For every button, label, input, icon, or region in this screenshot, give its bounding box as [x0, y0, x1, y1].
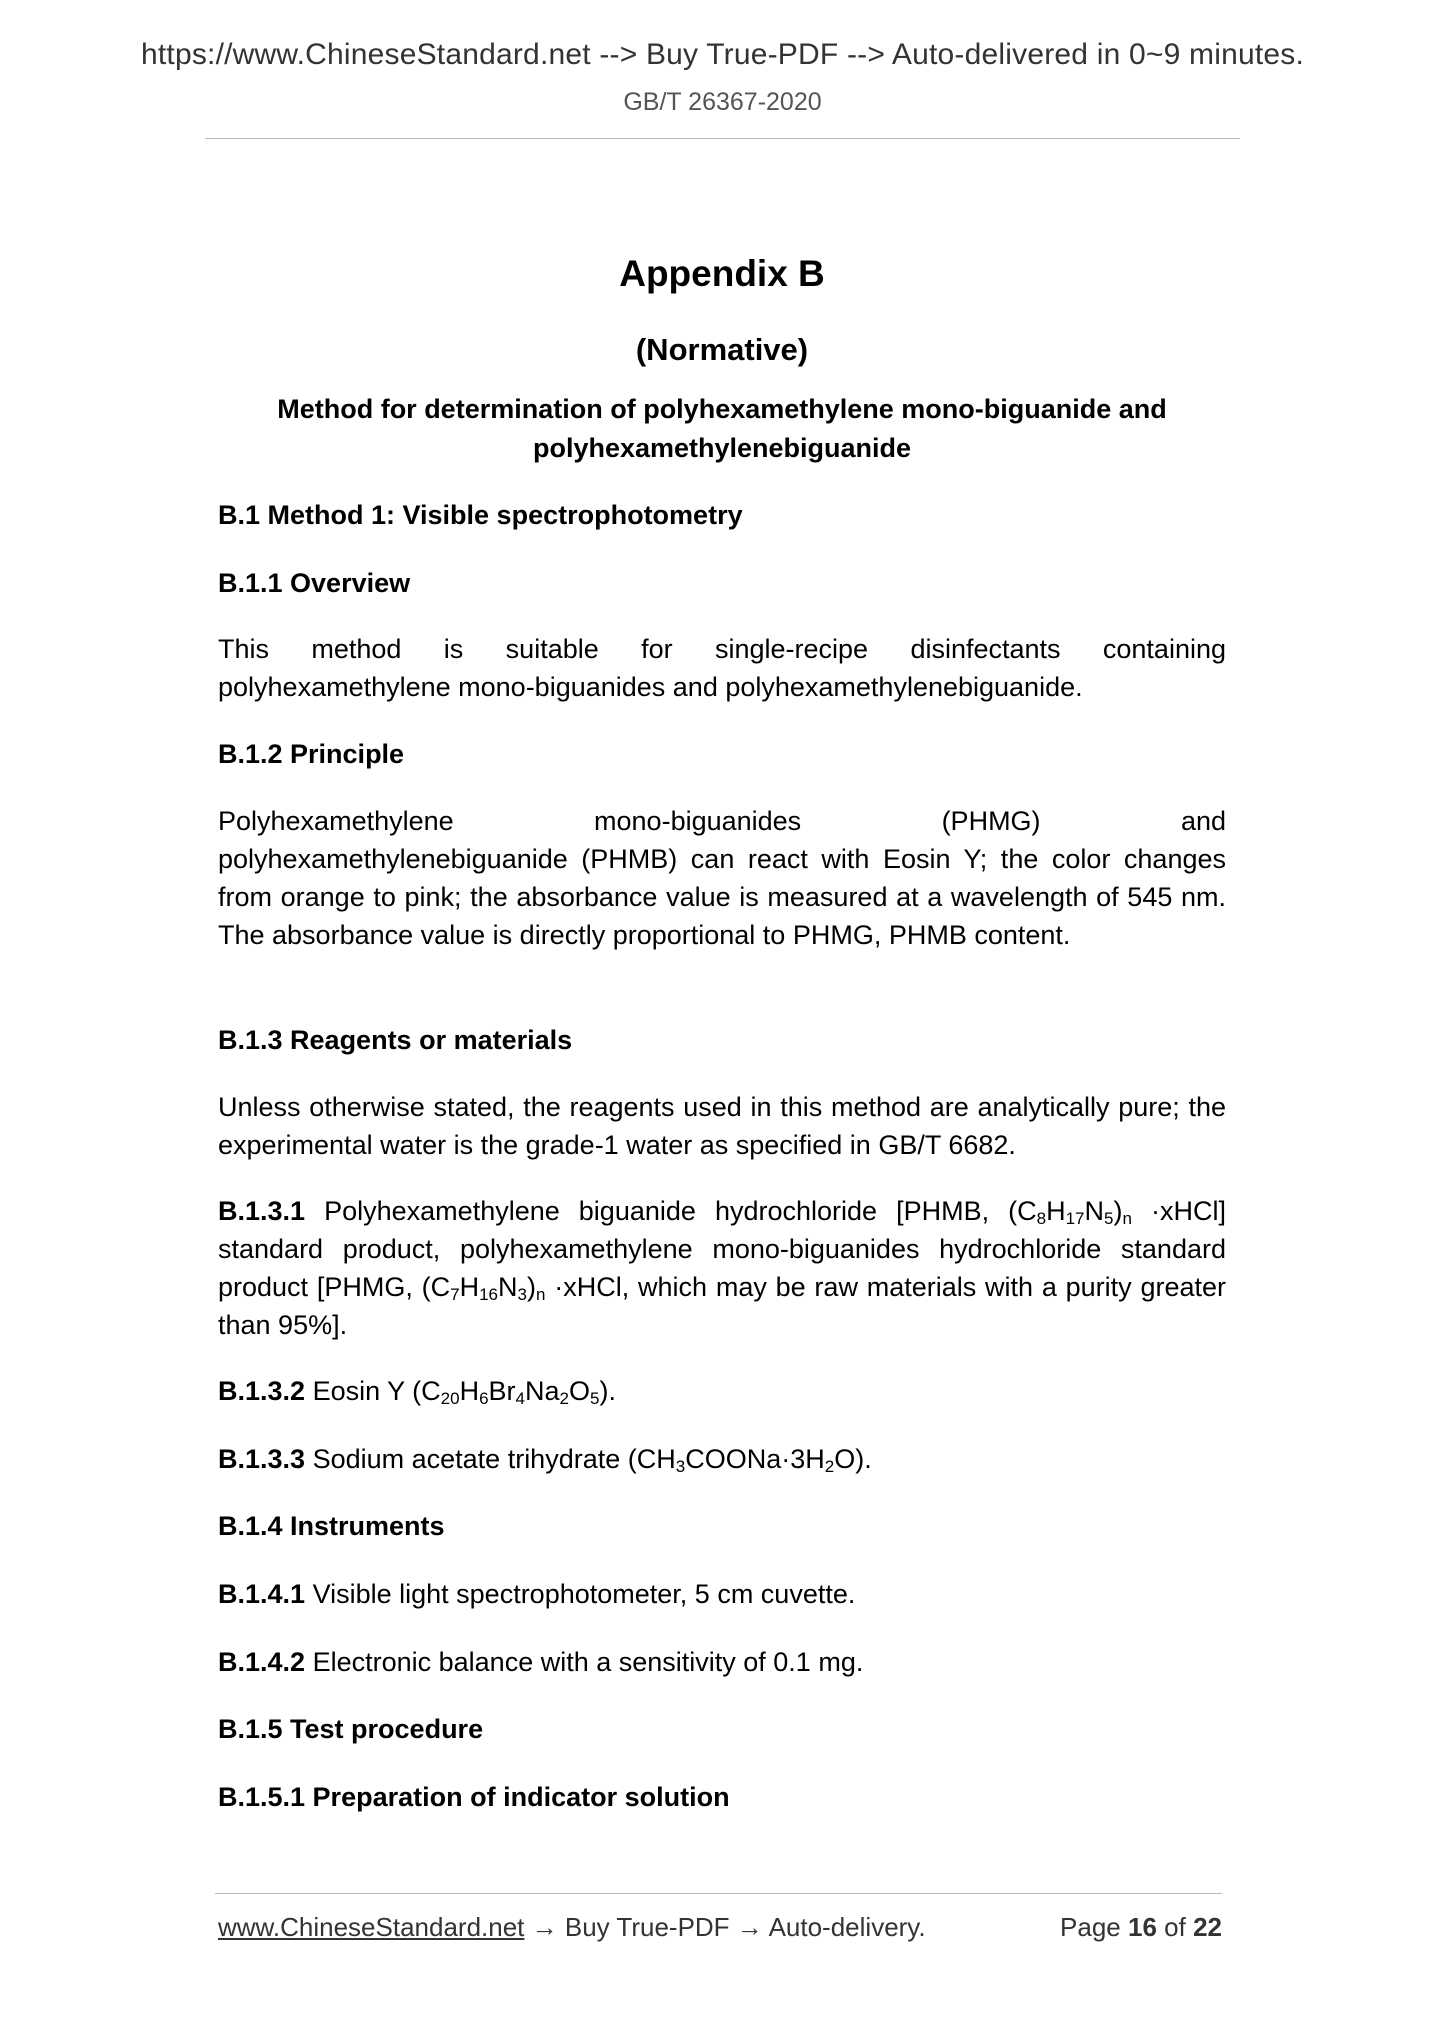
header-divider: [205, 138, 1240, 139]
section-heading-b1-5: B.1.5 Test procedure: [218, 1714, 484, 1744]
clause-number: B.1.4.1: [218, 1579, 306, 1609]
clause-number: B.1.4.2: [218, 1647, 306, 1677]
reagent-text: O: [569, 1376, 591, 1406]
principle-rest: polyhexamethylenebiguanide (PHMB) can react with Eosin Y; the color changes from orange to pink; the absorbance value is measured at a wavelength of 545 nm. The absorbance value is directly proportional to PHMG, PHMB content.: [218, 844, 1226, 950]
subscript: 20: [440, 1389, 460, 1408]
reagent-text: N: [498, 1272, 518, 1302]
reagent-b1-3-3: [218, 1440, 1226, 1478]
reagent-text: Br: [488, 1376, 516, 1406]
reagent-b1-3-1: [218, 1192, 1226, 1344]
subscript: 8: [1036, 1209, 1047, 1228]
page-number: 16: [1128, 1912, 1157, 1942]
subscript: 2: [559, 1389, 569, 1408]
reagent-text: H: [459, 1376, 480, 1406]
reagent-text: ·xHCl] standard product, polyhexamethylene mono-biguanides hydrochloride standard product [PHMG, (C: [218, 1196, 1226, 1302]
section-heading-b1: B.1 Method 1: Visible spectrophotometry: [218, 500, 743, 530]
reagent-text: Sodium acetate trihydrate (CH: [312, 1444, 676, 1474]
appendix-title: Appendix B: [619, 253, 825, 294]
reagent-text: H: [1046, 1196, 1066, 1226]
instrument-text: Electronic balance with a sensitivity of 0.1 mg.: [312, 1647, 864, 1677]
reagent-text: N: [1084, 1196, 1105, 1226]
subscript: n: [535, 1285, 546, 1304]
reagent-text: H: [459, 1272, 480, 1302]
of-word: of: [1164, 1912, 1186, 1942]
page-footer: [218, 1912, 1222, 1952]
overview-line2: polyhexamethylene mono-biguanides and polyhexamethylenebiguanide.: [218, 672, 1083, 702]
subscript: 5: [590, 1389, 600, 1408]
principle-line1-text: Polyhexamethylene mono-biguanides (PHMG) and: [218, 806, 1226, 836]
instrument-b1-4-1: [218, 1575, 1226, 1613]
reagent-text: ): [1113, 1196, 1123, 1226]
principle-paragraph: [218, 802, 1226, 954]
footer-divider: [215, 1893, 1222, 1894]
overview-paragraph: [218, 630, 1226, 706]
subscript: 5: [1104, 1209, 1114, 1228]
reagent-text: ·xHCl, which may be raw materials with a purity greater than 95%].: [218, 1272, 1226, 1340]
reagent-text: ): [526, 1272, 536, 1302]
clause-number: B.1.3.2: [218, 1376, 306, 1406]
subscript: 7: [450, 1285, 460, 1304]
page-total: 22: [1193, 1912, 1222, 1942]
reagent-text: ).: [599, 1376, 616, 1406]
footer-tagline: → Buy True-PDF → Auto-delivery.: [524, 1912, 926, 1942]
reagent-text: O).: [834, 1444, 872, 1474]
subscript: 4: [515, 1389, 526, 1408]
source-banner: https://www.ChineseStandard.net --> Buy True-PDF --> Auto-delivered in 0~9 minutes.: [141, 38, 1304, 71]
overview-line1: This method is suitable for single-recipe disinfectants containing: [218, 634, 1226, 664]
document-code: GB/T 26367-2020: [623, 88, 822, 116]
reagent-text: COONa·3H: [685, 1444, 825, 1474]
reagent-text: Eosin Y (C: [312, 1376, 441, 1406]
subscript: 16: [479, 1285, 499, 1304]
principle-line1: [218, 802, 1226, 840]
appendix-subtitle: (Normative): [635, 332, 809, 367]
subscript: 6: [479, 1389, 489, 1408]
footer-site-link[interactable]: www.ChineseStandard.net: [218, 1912, 525, 1942]
clause-number: B.1.3.1: [218, 1196, 306, 1226]
page-indicator: [1060, 1912, 1222, 1943]
method-title-line1: Method for determination of polyhexamethylene mono-biguanide and: [277, 394, 1167, 424]
subscript: n: [1122, 1209, 1132, 1228]
reagent-text: Na: [525, 1376, 560, 1406]
method-title-line2: polyhexamethylenebiguanide: [532, 433, 912, 463]
reagent-text: Polyhexamethylene biguanide hydrochloride [PHMB, (C: [324, 1196, 1037, 1226]
instrument-b1-4-2: [218, 1643, 1226, 1681]
section-heading-b1-2: B.1.2 Principle: [218, 739, 405, 769]
section-heading-b1-4: B.1.4 Instruments: [218, 1511, 445, 1541]
section-heading-b1-3: B.1.3 Reagents or materials: [218, 1025, 573, 1055]
page-word: Page: [1060, 1912, 1121, 1942]
clause-number: B.1.3.3: [218, 1444, 306, 1474]
reagent-b1-3-2: [218, 1372, 1226, 1410]
instrument-text: Visible light spectrophotometer, 5 cm cuvette.: [312, 1579, 856, 1609]
subscript: 17: [1065, 1209, 1085, 1228]
method-title: [218, 390, 1226, 468]
section-heading-b1-5-1: B.1.5.1 Preparation of indicator solution: [218, 1782, 730, 1812]
subscript: 3: [675, 1457, 686, 1476]
subscript: 3: [517, 1285, 527, 1304]
section-heading-b1-1: B.1.1 Overview: [218, 568, 411, 598]
subscript: 2: [824, 1457, 835, 1476]
reagents-intro-paragraph: Unless otherwise stated, the reagents used in this method are analytically pure; the experimental water is the grade-1 water as specified in GB/T 6682.: [218, 1092, 1226, 1160]
